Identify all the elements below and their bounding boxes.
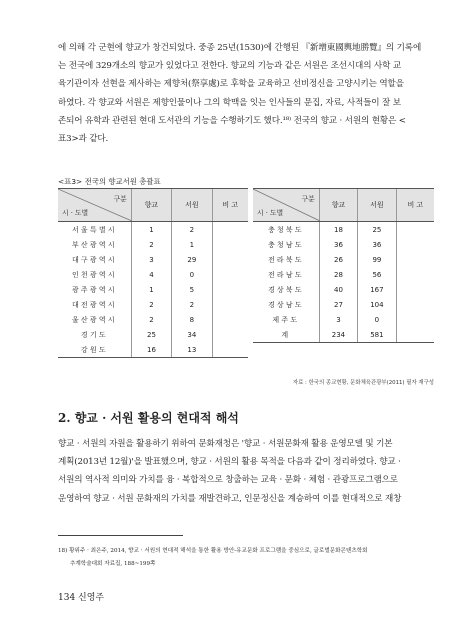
seowon-cell: 0 (358, 312, 396, 327)
body-paragraph (58, 39, 433, 148)
header-hyanggyo: 향교 (319, 189, 357, 222)
diagonal-header-cell (253, 189, 319, 222)
text-line: 계획(2013년 12월)'을 발표했으며, 향교 · 서원의 활용 목적을 다음과 같이 정리하였다. 향교 · (58, 457, 401, 468)
table-row (58, 282, 248, 297)
bigo-cell (396, 267, 434, 282)
bigo-cell (212, 252, 248, 267)
table-header-row (253, 189, 434, 222)
table-row (58, 297, 248, 312)
hyanggyo-cell: 27 (319, 297, 357, 312)
hyanggyo-cell: 1 (131, 222, 171, 238)
hyanggyo-cell: 26 (319, 252, 357, 267)
region-cell: 대전광역시 (71, 300, 117, 309)
region-cell: 전라북도 (267, 255, 304, 264)
region-cell: 서울특별시 (71, 225, 117, 234)
seowon-cell: 104 (358, 297, 396, 312)
bigo-cell (396, 282, 434, 297)
hyanggyo-cell: 36 (319, 237, 357, 252)
bigo-cell (212, 282, 248, 297)
seowon-cell: 8 (172, 312, 212, 327)
seowon-cell: 29 (172, 252, 212, 267)
hyanggyo-cell: 2 (131, 297, 171, 312)
table-row (58, 267, 248, 282)
seowon-cell: 0 (172, 267, 212, 282)
table-row (58, 237, 248, 252)
bigo-cell (212, 342, 248, 358)
header-category-label: 구분 (113, 195, 127, 203)
section-heading: 2. 향교 · 서원 활용의 현대적 해석 (58, 411, 239, 425)
hyanggyo-cell: 25 (131, 327, 171, 342)
text-line: 하였다. 각 향교와 서원은 제향인물이나 그의 학맥을 잇는 인사들의 문집, 자료, 사적들이 잘 보 (58, 97, 401, 108)
seowon-cell: 13 (172, 342, 212, 358)
region-cell: 충청북도 (267, 225, 304, 234)
table-row (253, 252, 434, 267)
footnote-line: 추계학술대회 자료집, 188~199쪽 (70, 561, 156, 567)
bigo-cell (212, 327, 248, 342)
region-cell: 경상남도 (267, 300, 304, 309)
seowon-cell: 2 (172, 297, 212, 312)
table-row (58, 252, 248, 267)
table-row (58, 222, 248, 238)
region-cell: 계 (253, 327, 319, 343)
region-cell: 광주광역시 (71, 285, 117, 294)
page-folio: 134 신영주 (58, 593, 105, 603)
footnote (58, 545, 433, 571)
bigo-cell (396, 222, 434, 238)
header-region-label: 시 · 도별 (62, 209, 89, 217)
hyanggyo-cell: 18 (319, 222, 357, 238)
table-row (253, 327, 434, 343)
text-line: 육기관이자 선현을 제사하는 제향처(祭享處)로 후학을 교육하고 선비정신을 고양시키는 역할을 (58, 79, 404, 90)
table-row (58, 312, 248, 327)
summary-table-right (253, 188, 434, 343)
bigo-cell (396, 297, 434, 312)
text-line: 운영하여 향교 · 서원 문화재의 가치를 재발견하고, 인문정신을 계승하여 이를 현대적으로 재창 (58, 493, 402, 504)
header-seowon: 서원 (172, 189, 212, 222)
footnote-divider (58, 535, 183, 536)
table-source-note: 자료 : 한국의 종교현황, 문화체육관광부(2011) 필자 재구성 (292, 380, 434, 386)
hyanggyo-cell: 3 (131, 252, 171, 267)
hyanggyo-cell: 3 (319, 312, 357, 327)
table-row (58, 327, 248, 342)
region-cell: 인천광역시 (71, 270, 117, 279)
section-paragraph (58, 435, 433, 508)
bigo-cell (212, 222, 248, 238)
region-cell: 경기도 (80, 330, 108, 339)
text-line: 향교 · 서원의 자원을 활용하기 위하여 문화재청은 '향교 · 서원문화재 활용 운영모델 및 기본 (58, 439, 393, 449)
region-cell: 충청남도 (267, 240, 304, 249)
seowon-cell: 1 (172, 237, 212, 252)
header-hyanggyo: 향교 (131, 189, 171, 222)
region-cell: 울산광역시 (71, 315, 117, 324)
region-cell: 강원도 (58, 342, 131, 358)
seowon-cell: 167 (358, 282, 396, 297)
text-line: 에 의해 각 군현에 향교가 창건되었다. 중종 25년(1530)에 간행된 『新增東國輿地勝覽』의 기록에 (58, 43, 422, 53)
header-bigo: 비 고 (212, 189, 248, 222)
bigo-cell (396, 327, 434, 343)
bigo-cell (212, 312, 248, 327)
seowon-cell: 581 (358, 327, 396, 343)
seowon-cell: 56 (358, 267, 396, 282)
hyanggyo-cell: 2 (131, 312, 171, 327)
hyanggyo-cell: 16 (131, 342, 171, 358)
table-row (58, 342, 248, 358)
seowon-cell: 2 (172, 222, 212, 238)
table-header-row (58, 189, 248, 222)
region-cell: 부산광역시 (71, 240, 117, 249)
seowon-cell: 34 (172, 327, 212, 342)
bigo-cell (212, 267, 248, 282)
table-row (253, 237, 434, 252)
bigo-cell (212, 297, 248, 312)
header-seowon: 서원 (358, 189, 396, 222)
seowon-cell: 99 (358, 252, 396, 267)
region-cell: 전라남도 (267, 270, 304, 279)
header-region-label: 시 · 도별 (257, 209, 284, 217)
bigo-cell (212, 237, 248, 252)
hyanggyo-cell: 234 (319, 327, 357, 343)
table-row (253, 282, 434, 297)
table-caption: <표3> 전국의 향교서원 총괄표 (58, 177, 161, 186)
header-bigo: 비 고 (396, 189, 434, 222)
seowon-cell: 5 (172, 282, 212, 297)
bigo-cell (396, 252, 434, 267)
text-line: 는 전국에 329개소의 향교가 있었다고 전한다. 향교의 기능과 같은 서원은 조선시대의 사학 교 (58, 61, 401, 72)
text-line: 표3>과 같다. (58, 134, 109, 145)
diagonal-header-cell (58, 189, 131, 222)
hyanggyo-cell: 1 (131, 282, 171, 297)
region-cell: 대구광역시 (71, 255, 117, 264)
bigo-cell (396, 312, 434, 327)
summary-table-left (58, 188, 248, 358)
header-category-label: 구분 (301, 195, 315, 203)
seowon-cell: 25 (358, 222, 396, 238)
text-line: 서원의 역사적 의미와 가치를 융 · 복합적으로 창출하는 교육 · 문화 · 체험 · 관광프로그램으로 (58, 475, 398, 486)
text-line: 존되어 유학과 관련된 현대 도서관의 기능을 수행하기도 했다.¹⁸⁾ 전국의 향교 · 서원의 현황은 < (58, 115, 406, 126)
table-row (253, 267, 434, 282)
hyanggyo-cell: 2 (131, 237, 171, 252)
hyanggyo-cell: 28 (319, 267, 357, 282)
region-cell: 경상북도 (267, 285, 304, 294)
hyanggyo-cell: 4 (131, 267, 171, 282)
table-row (253, 222, 434, 238)
bigo-cell (396, 237, 434, 252)
seowon-cell: 36 (358, 237, 396, 252)
table-row (253, 312, 434, 327)
hyanggyo-cell: 40 (319, 282, 357, 297)
table-row (253, 297, 434, 312)
footnote-line: 18) 황위주 · 최은주, 2014, 향교 · 서원의 현대적 해석을 통한 활용 방안-유교문화 프로그램을 중심으로, 글로벌문화콘텐츠학회 (58, 548, 368, 554)
region-cell: 제주도 (272, 315, 300, 324)
